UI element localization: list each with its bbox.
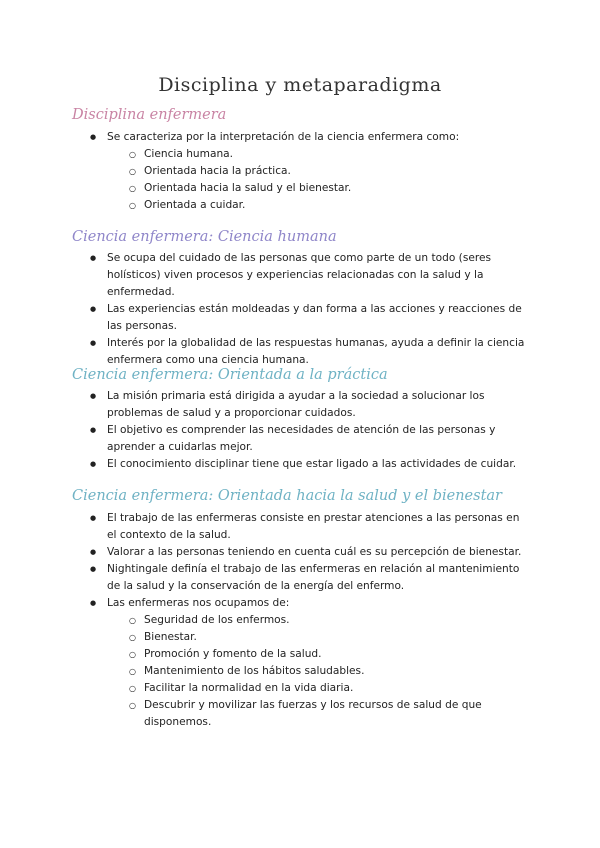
list-item-text: Las enfermeras nos ocupamos de: (107, 597, 290, 609)
list-item (107, 595, 527, 731)
sub-list-item: ○ Orientada hacia la práctica. (144, 163, 527, 180)
list-item: ● El trabajo de las enfermeras consiste en prestar atenciones a las personas en el contexto de la salud. (107, 510, 527, 544)
sub-list (107, 146, 527, 214)
page-title: Disciplina y metaparadigma (158, 74, 442, 96)
section-heading-disciplina: Disciplina enfermera (72, 107, 227, 123)
list-item: ● La misión primaria está dirigida a ayudar a la sociedad a solucionar los problemas de salud y a proporcionar cuidados. (107, 388, 527, 422)
list-item: ● Se ocupa del cuidado de las personas que como parte de un todo (seres holísticos) viven procesos y experiencias relacionadas con la salud y la enfermedad. (107, 250, 527, 301)
sub-list-item: ○ Seguridad de los enfermos. (144, 612, 527, 629)
list-item (107, 129, 527, 214)
sub-list (107, 612, 527, 731)
sub-list-item: ○ Orientada hacia la salud y el bienestar. (144, 180, 527, 197)
sub-list-item: ○ Promoción y fomento de la salud. (144, 646, 527, 663)
section-list-salud-bienestar (107, 510, 527, 731)
section-heading-salud-bienestar: Ciencia enfermera: Orientada hacia la salud y el bienestar (72, 488, 502, 504)
list-item: ● Las experiencias están moldeadas y dan forma a las acciones y reacciones de las personas. (107, 301, 527, 335)
section-list-practica (107, 388, 527, 473)
list-item: ● Nightingale definía el trabajo de las enfermeras en relación al mantenimiento de la salud y la conservación de la energía del enfermo. (107, 561, 527, 595)
list-item: ● El conocimiento disciplinar tiene que estar ligado a las actividades de cuidar. (107, 456, 527, 473)
list-item: ● Interés por la globalidad de las respuestas humanas, ayuda a definir la ciencia enfermera como una ciencia humana. (107, 335, 527, 369)
list-item: ● El objetivo es comprender las necesidades de atención de las personas y aprender a cuidarlas mejor. (107, 422, 527, 456)
sub-list-item: ○ Ciencia humana. (144, 146, 527, 163)
list-item-text: Se caracteriza por la interpretación de la ciencia enfermera como: (107, 131, 460, 143)
section-heading-practica: Ciencia enfermera: Orientada a la práctica (72, 367, 388, 383)
section-list-ciencia-humana (107, 250, 527, 369)
sub-list-item: ○ Mantenimiento de los hábitos saludables. (144, 663, 527, 680)
sub-list-item: ○ Bienestar. (144, 629, 527, 646)
section-heading-ciencia-humana: Ciencia enfermera: Ciencia humana (72, 229, 337, 245)
list-item: ● Valorar a las personas teniendo en cuenta cuál es su percepción de bienestar. (107, 544, 527, 561)
section-list-disciplina (107, 129, 527, 214)
sub-list-item: ○ Orientada a cuidar. (144, 197, 527, 214)
sub-list-item: ○ Descubrir y movilizar las fuerzas y los recursos de salud de que disponemos. (144, 697, 527, 731)
sub-list-item: ○ Facilitar la normalidad en la vida diaria. (144, 680, 527, 697)
